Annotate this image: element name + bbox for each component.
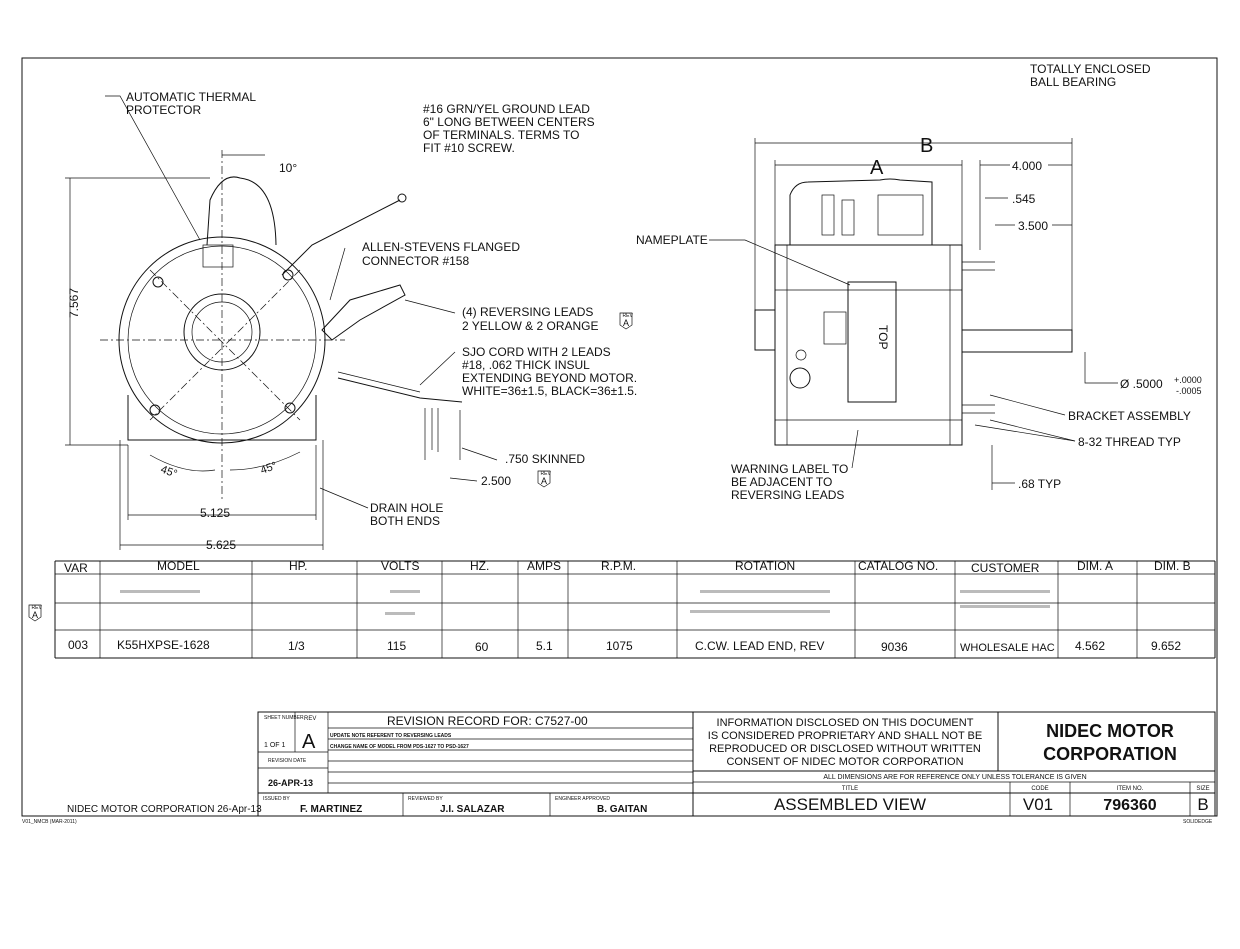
sjo-cord-label-3: EXTENDING BEYOND MOTOR. bbox=[462, 371, 638, 385]
reviewed-by: J.I. SALAZAR bbox=[440, 804, 505, 815]
company-name-1: NIDEC MOTOR bbox=[1046, 721, 1174, 741]
warning-label-1: WARNING LABEL TO bbox=[731, 462, 849, 476]
col-var: VAR bbox=[64, 561, 88, 575]
dim-545: .545 bbox=[1012, 192, 1036, 206]
svg-text:4.562: 4.562 bbox=[1075, 639, 1106, 653]
svg-text:115: 115 bbox=[387, 639, 407, 653]
shaft-tol-plus: +.0000 bbox=[1174, 375, 1202, 385]
enclosure-note-2: BALL BEARING bbox=[1030, 75, 1117, 89]
svg-text:003: 003 bbox=[68, 638, 89, 652]
col-dim-b: DIM. B bbox=[1154, 559, 1191, 573]
thermal-protector-label-1: AUTOMATIC THERMAL bbox=[126, 90, 257, 104]
rev-value: A bbox=[302, 731, 316, 753]
ground-lead-label-3: OF TERMINALS. TERMS TO bbox=[423, 128, 580, 142]
end-view bbox=[65, 96, 497, 552]
sjo-cord-label-1: SJO CORD WITH 2 LEADS bbox=[462, 345, 611, 359]
bracket-assembly-label: BRACKET ASSEMBLY bbox=[1068, 409, 1191, 423]
svg-text:C.CW. LEAD END, REV: C.CW. LEAD END, REV bbox=[695, 639, 825, 653]
angle-left: 45° bbox=[158, 463, 179, 481]
issued-by-label: ISSUED BY bbox=[263, 796, 290, 802]
title-label: TITLE bbox=[841, 786, 859, 792]
dim-a-label: A bbox=[870, 157, 884, 179]
sheet-number-label: SHEET NUMBER bbox=[264, 715, 304, 721]
footer-template-id: V01_NMCB (MAR-2011) bbox=[22, 819, 77, 825]
sjo-cord bbox=[338, 378, 462, 402]
col-dim-a: DIM. A bbox=[1077, 559, 1114, 573]
col-amps: AMPS bbox=[527, 559, 562, 573]
proprietary-3: REPRODUCED OR DISCLOSED WITHOUT WRITTEN bbox=[709, 743, 981, 755]
svg-text:REV: REV bbox=[540, 471, 551, 477]
svg-text:REV: REV bbox=[622, 313, 633, 319]
svg-text:REV: REV bbox=[31, 605, 42, 611]
ground-lead-label-1: #16 GRN/YEL GROUND LEAD bbox=[423, 102, 590, 116]
footer-company-date: NIDEC MOTOR CORPORATION 26-Apr-13 bbox=[67, 804, 262, 815]
company-name-2: CORPORATION bbox=[1043, 744, 1177, 764]
item-number: 796360 bbox=[1103, 797, 1157, 814]
proprietary-2: IS CONSIDERED PROPRIETARY AND SHALL NOT BE bbox=[707, 730, 983, 742]
svg-text:A: A bbox=[32, 610, 39, 620]
svg-text:60: 60 bbox=[475, 640, 489, 654]
dim-3500: 3.500 bbox=[1018, 219, 1049, 233]
code-label: CODE bbox=[1031, 786, 1049, 792]
col-catalog: CATALOG NO. bbox=[858, 559, 939, 573]
footer-cad-system: SOLIDEDGE bbox=[1183, 819, 1213, 825]
col-volts: VOLTS bbox=[381, 559, 420, 573]
rev-label: REV bbox=[304, 716, 317, 722]
warning-label-2: BE ADJACENT TO bbox=[731, 475, 833, 489]
dim-b-label: B bbox=[920, 135, 934, 157]
height-dim: 7.567 bbox=[67, 287, 81, 318]
rev-marker-3 bbox=[29, 605, 42, 621]
width-inner: 5.125 bbox=[200, 506, 231, 520]
warning-label-3: REVERSING LEADS bbox=[731, 488, 845, 502]
motor-side-body bbox=[775, 245, 962, 445]
thermal-protector bbox=[207, 177, 276, 245]
dim-68: .68 TYP bbox=[1018, 477, 1062, 491]
svg-text:9036: 9036 bbox=[881, 640, 908, 654]
drain-hole-label-2: BOTH ENDS bbox=[370, 514, 441, 528]
lead-length-dim: 2.500 bbox=[481, 474, 512, 488]
engineer-label: ENGINEER APPROVED bbox=[555, 796, 611, 802]
top-label: TOP bbox=[876, 325, 890, 350]
dimensions-note: ALL DIMENSIONS ARE FOR REFERENCE ONLY UNLESS TOLERANCE IS GIVEN bbox=[823, 774, 1087, 781]
svg-text:WHOLESALE HAC: WHOLESALE HAC bbox=[960, 642, 1055, 654]
svg-text:A: A bbox=[623, 318, 630, 328]
rev-marker-2 bbox=[538, 471, 551, 487]
svg-text:1/3: 1/3 bbox=[288, 639, 305, 653]
revision-note-2: CHANGE NAME OF MODEL FROM PDS-1627 TO PSD-1627 bbox=[330, 744, 469, 750]
svg-text:9.652: 9.652 bbox=[1151, 639, 1182, 653]
reviewed-by-label: REVIEWED BY bbox=[408, 796, 443, 802]
shaft-diameter: Ø .5000 bbox=[1120, 377, 1163, 391]
col-model: MODEL bbox=[157, 559, 200, 573]
revision-note-1: UPDATE NOTE REFERENT TO REVERSING LEADS bbox=[330, 733, 452, 739]
ground-lead-label-2: 6" LONG BETWEEN CENTERS bbox=[423, 115, 595, 129]
proprietary-1: INFORMATION DISCLOSED ON THIS DOCUMENT bbox=[716, 717, 974, 729]
enclosure-note-1: TOTALLY ENCLOSED bbox=[1030, 62, 1151, 76]
drain-hole-label-1: DRAIN HOLE bbox=[370, 501, 444, 515]
svg-text:1075: 1075 bbox=[606, 639, 633, 653]
svg-text:A: A bbox=[541, 476, 548, 486]
ground-lead-label-4: FIT #10 SCREW. bbox=[423, 141, 515, 155]
engineer: B. GAITAN bbox=[597, 804, 648, 815]
issued-by: F. MARTINEZ bbox=[300, 804, 363, 815]
col-customer: CUSTOMER bbox=[971, 561, 1040, 575]
table-row bbox=[68, 638, 1181, 654]
thermal-protector-label-2: PROTECTOR bbox=[126, 103, 202, 117]
sjo-cord-label-2: #18, .062 THICK INSUL bbox=[462, 358, 590, 372]
shaft bbox=[962, 330, 1072, 352]
svg-text:5.1: 5.1 bbox=[536, 639, 553, 653]
size-value: B bbox=[1197, 795, 1209, 814]
revision-date-label: REVISION DATE bbox=[268, 758, 307, 764]
dim-4000: 4.000 bbox=[1012, 159, 1043, 173]
rev-marker-1 bbox=[620, 313, 633, 329]
sjo-cord-label-4: WHITE=36±1.5, BLACK=36±1.5. bbox=[462, 384, 638, 398]
proprietary-4: CONSENT OF NIDEC MOTOR CORPORATION bbox=[726, 756, 964, 768]
reversing-leads-label-1: (4) REVERSING LEADS bbox=[462, 305, 594, 319]
flanged-connector bbox=[322, 285, 405, 340]
svg-text:K55HXPSE-1628: K55HXPSE-1628 bbox=[117, 638, 210, 652]
skinned-dim: .750 SKINNED bbox=[505, 452, 586, 466]
nameplate-label: NAMEPLATE bbox=[636, 233, 708, 247]
width-outer: 5.625 bbox=[206, 538, 237, 552]
col-rotation: ROTATION bbox=[735, 559, 796, 573]
col-hz: HZ. bbox=[470, 559, 490, 573]
revision-date: 26-APR-13 bbox=[268, 778, 314, 788]
shaft-tol-minus: -.0005 bbox=[1176, 386, 1202, 396]
thread-label: 8-32 THREAD TYP bbox=[1078, 435, 1181, 449]
side-view bbox=[709, 138, 1118, 490]
connector-label-1: ALLEN-STEVENS FLANGED bbox=[362, 240, 521, 254]
revision-record-title: REVISION RECORD FOR: C7527-00 bbox=[387, 714, 588, 728]
connector-label-2: CONNECTOR #158 bbox=[362, 254, 470, 268]
top-angle: 10° bbox=[279, 161, 298, 175]
sheet-value: 1 OF 1 bbox=[264, 742, 286, 749]
col-hp: HP. bbox=[289, 559, 308, 573]
code-value: V01 bbox=[1022, 795, 1054, 814]
drawing-title: ASSEMBLED VIEW bbox=[773, 795, 927, 814]
angle-right: 45° bbox=[258, 459, 279, 477]
reversing-leads-label-2: 2 YELLOW & 2 ORANGE bbox=[462, 319, 599, 333]
col-rpm: R.P.M. bbox=[601, 559, 637, 573]
item-label: ITEM NO. bbox=[1116, 786, 1144, 792]
size-label: SIZE bbox=[1196, 786, 1210, 792]
